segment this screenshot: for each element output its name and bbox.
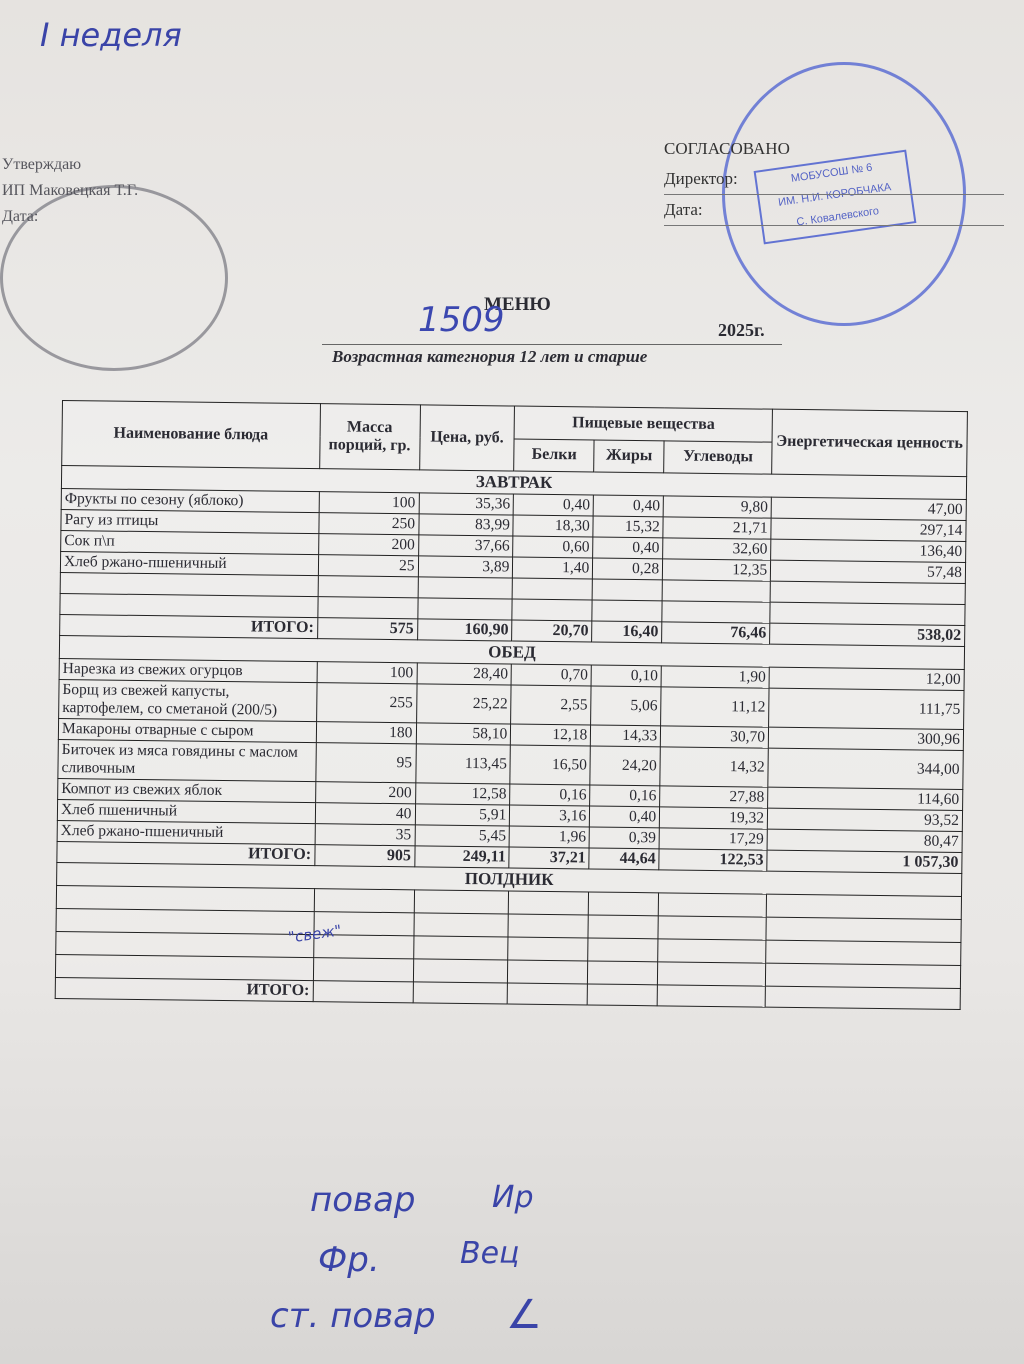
dish-fat: 0,16 [590, 785, 660, 807]
dish-mass: 200 [318, 534, 418, 556]
approval-block [2, 152, 138, 230]
dish-price: 37,66 [418, 535, 513, 557]
dish-energy: 57,48 [770, 560, 965, 583]
dish-name: Биточек из мяса говядины с маслом сливочным [58, 739, 316, 781]
dish-energy: 47,00 [771, 497, 966, 520]
dish-name: Рагу из птицы [61, 509, 319, 533]
dish-protein: 2,55 [511, 685, 591, 725]
dish-carbs: 30,70 [661, 726, 769, 748]
cook-signature: Ир [492, 1180, 534, 1215]
dish-fat: 0,28 [593, 558, 663, 580]
senior-cook-signature-label: ст. повар [270, 1296, 436, 1336]
lunch-rows [57, 658, 964, 852]
stamp-line-1: МОБУСОШ № 6 [790, 161, 874, 185]
col-energy: Энергетическая ценность [772, 409, 968, 476]
breakfast-rows [60, 488, 966, 583]
dish-mass: 40 [315, 803, 415, 825]
dish-carbs: 19,32 [660, 807, 768, 829]
section-title: ЗАВТРАК [61, 466, 966, 500]
agreed-label: СОГЛАСОВАНО [664, 139, 790, 158]
dish-protein: 0,60 [513, 536, 593, 558]
dish-mass: 180 [316, 722, 416, 744]
dish-protein: 0,70 [511, 664, 591, 686]
agreement-block [664, 134, 1004, 226]
dish-fat: 15,32 [593, 516, 663, 538]
agreed-date-label: Дата: [664, 195, 1004, 226]
total-mass: 575 [317, 618, 417, 640]
total-energy: 1 057,30 [767, 850, 962, 873]
dish-price: 113,45 [415, 744, 510, 784]
dish-protein: 1,40 [513, 557, 593, 579]
dish-name: Компот из свежих яблок [58, 778, 316, 802]
dish-carbs: 21,71 [663, 517, 771, 539]
week-note: I неделя [40, 16, 182, 54]
dish-mass: 200 [315, 782, 415, 804]
col-fat: Жиры [594, 440, 664, 473]
dish-energy: 136,40 [771, 539, 966, 562]
col-carbs: Углеводы [664, 440, 772, 474]
menu-table [55, 400, 968, 1010]
age-category: Возрастная категнория 12 лет и старше [332, 347, 648, 366]
col-mass: Масса порций, гр. [319, 404, 420, 470]
director-label: Директор: [664, 164, 1004, 195]
senior-cook-signature: ∠ [506, 1292, 542, 1338]
dish-price: 12,58 [415, 783, 510, 805]
menu-year: 2025г. [718, 320, 765, 340]
total-mass: 905 [314, 845, 414, 867]
total-carbs: 122,53 [659, 849, 767, 871]
stamp-line-2: ИМ. Н.И. КОРОБЧАКА [777, 181, 892, 209]
dish-mass: 25 [318, 555, 418, 577]
total-fat: 44,64 [589, 848, 659, 870]
total-label: ИТОГО: [60, 614, 318, 638]
dish-fat: 5,06 [591, 686, 661, 726]
dish-protein: 1,96 [509, 826, 589, 848]
dish-fat: 0,10 [591, 665, 661, 687]
approve-date-label: Дата: [2, 208, 39, 225]
dish-energy: 111,75 [769, 688, 964, 729]
total-energy: 538,02 [770, 623, 965, 646]
compote-note: "свеж" [287, 921, 343, 947]
dish-price: 28,40 [417, 663, 512, 685]
dish-energy: 12,00 [769, 667, 964, 690]
stamp-line-3: С. Ковалевского [795, 205, 880, 229]
dish-protein: 18,30 [513, 515, 593, 537]
dish-name: Нарезка из свежих огурцов [59, 658, 317, 682]
dish-protein: 16,50 [510, 745, 590, 785]
total-price: 249,11 [414, 846, 509, 868]
dish-energy: 300,96 [768, 727, 963, 750]
dish-name: Борщ из свежей капусты, картофелем, со сметаной (200/5) [59, 679, 317, 721]
dish-price: 58,10 [416, 723, 511, 745]
dish-fat: 24,20 [590, 746, 660, 786]
dish-name: Хлеб ржано-пшеничный [60, 551, 318, 575]
cook-signature-label: повар [310, 1180, 416, 1220]
dish-fat: 0,40 [593, 495, 663, 517]
dish-name: Хлеб пшеничный [57, 799, 315, 823]
col-protein: Белки [514, 439, 594, 472]
dish-carbs: 9,80 [663, 496, 771, 518]
dish-carbs: 11,12 [661, 687, 769, 727]
total-protein: 20,70 [512, 620, 592, 642]
dish-price: 3,89 [418, 556, 513, 578]
dish-energy: 114,60 [768, 787, 963, 810]
col-nutrients: Пищевые вещества [514, 406, 772, 442]
dish-name: Макароны отварные с сыром [58, 718, 316, 742]
dish-mass: 255 [316, 683, 416, 723]
total-label: ИТОГО: [55, 977, 313, 1001]
dish-price: 35,36 [419, 493, 514, 515]
dish-carbs: 14,32 [660, 747, 768, 787]
dish-carbs: 1,90 [661, 666, 769, 688]
dish-carbs: 27,88 [660, 786, 768, 808]
dish-price: 5,45 [415, 825, 510, 847]
dish-mass: 100 [319, 492, 419, 514]
dish-price: 83,99 [418, 514, 513, 536]
dish-fat: 0,39 [589, 827, 659, 849]
dish-mass: 35 [315, 824, 415, 846]
dish-carbs: 12,35 [663, 559, 771, 581]
col-name: Наименование блюда [62, 401, 320, 469]
dish-energy: 344,00 [768, 748, 963, 789]
dish-name: Фрукты по сезону (яблоко) [61, 488, 319, 512]
dish-fat: 0,40 [590, 806, 660, 828]
checker-signature-label: Фр. [318, 1240, 380, 1280]
dish-energy: 297,14 [771, 518, 966, 541]
dish-energy: 80,47 [767, 829, 962, 852]
approver-name: ИП Маковецкая Т.Г. [2, 182, 139, 199]
total-fat: 16,40 [592, 621, 662, 643]
dish-mass: 250 [318, 513, 418, 535]
section-title: ПОЛДНИК [57, 862, 962, 896]
dish-energy: 93,52 [767, 808, 962, 831]
dish-fat: 14,33 [591, 725, 661, 747]
dish-protein: 3,16 [510, 805, 590, 827]
col-price: Цена, руб. [419, 405, 515, 471]
dish-name: Хлеб ржано-пшеничный [57, 820, 315, 844]
dish-carbs: 32,60 [663, 538, 771, 560]
table-header-row [62, 401, 967, 445]
dish-carbs: 17,29 [659, 828, 767, 850]
total-protein: 37,21 [509, 847, 589, 869]
dish-price: 5,91 [415, 804, 510, 826]
checker-signature: Вец [460, 1236, 520, 1271]
total-price: 160,90 [417, 619, 512, 641]
dish-mass: 100 [317, 662, 417, 684]
dish-mass: 95 [315, 743, 415, 783]
approve-label: Утверждаю [2, 156, 82, 173]
dish-price: 25,22 [416, 684, 511, 724]
dish-fat: 0,40 [593, 537, 663, 559]
document-number: 1509 [418, 300, 505, 340]
title-rule [322, 344, 782, 345]
section-title: ОБЕД [59, 635, 964, 669]
dish-protein: 0,40 [514, 494, 594, 516]
dish-name: Сок п\п [61, 530, 319, 554]
dish-protein: 12,18 [511, 724, 591, 746]
total-label: ИТОГО: [57, 841, 315, 865]
dish-protein: 0,16 [510, 784, 590, 806]
total-carbs: 76,46 [662, 622, 770, 644]
menu-title: МЕНЮ [484, 294, 551, 315]
